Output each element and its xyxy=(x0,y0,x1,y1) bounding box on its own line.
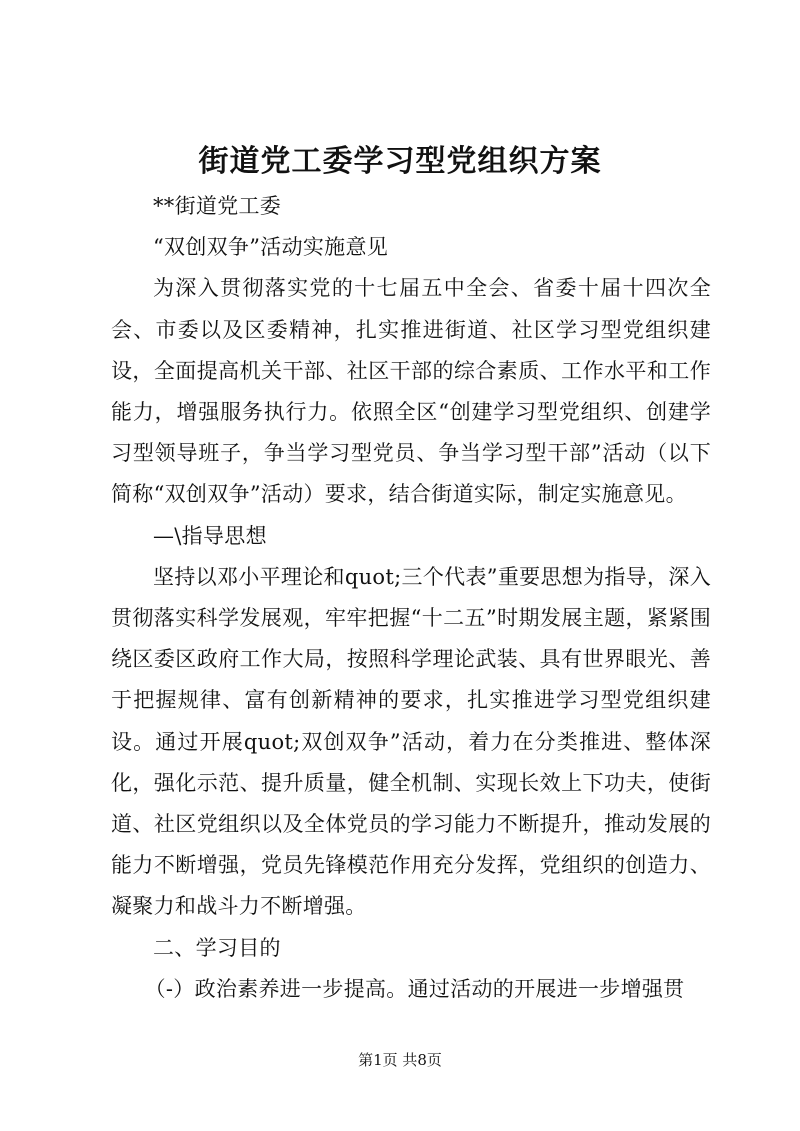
section-heading-study-purpose: 二、学习目的 xyxy=(153,935,281,960)
section-heading-guiding-thought: —\指导思想 xyxy=(153,523,267,548)
issuer-line: **街道党工委 xyxy=(153,194,282,218)
document-title: 街道党工委学习型党组织方案 xyxy=(198,144,602,179)
intro-paragraph: 为深入贯彻落实党的十七届五中全会、省委十届十四次全会、市委以及区委精神，扎实推进街道、社区学习型党组织建设，全面提高机关干部、社区干部的综合素质、工作水平和工作能力，增强服务执行力。依照全区“创建学习型党组织、创建学习型领导班子，争当学习型党员、争当学习型干部”活动（以下简称“双创双争”活动）要求，结合街道实际，制定实施意见。 xyxy=(111,276,711,507)
document-body xyxy=(111,186,711,1010)
subtitle-line: “双创双争”活动实施意见 xyxy=(153,235,389,260)
guiding-thought-paragraph: 坚持以邓小平理论和quot;三个代表”重要思想为指导，深入贯彻落实科学发展观，牢牢把握“十二五”时期发展主题，紧紧围绕区委区政府工作大局，按照科学理论武装、具有世界眼光、善于把握规律、富有创新精神的要求，扎实推进学习型党组织建设。通过开展quot;双创双争”活动，着力在分类推进、整体深化，强化示范、提升质量，健全机制、实现长效上下功夫，使街道、社区党组织以及全体党员的学习能力不断提升，推动发展的能力不断增强，党员先锋模范作用充分发挥，党组织的创造力、凝聚力和战斗力不断增强。 xyxy=(111,564,711,919)
subsection-paragraph: （-）政治素养进一步提高。通过活动的开展进一步增强贯 xyxy=(144,976,685,1001)
page-footer: 第1页 共8页 xyxy=(358,1051,442,1069)
